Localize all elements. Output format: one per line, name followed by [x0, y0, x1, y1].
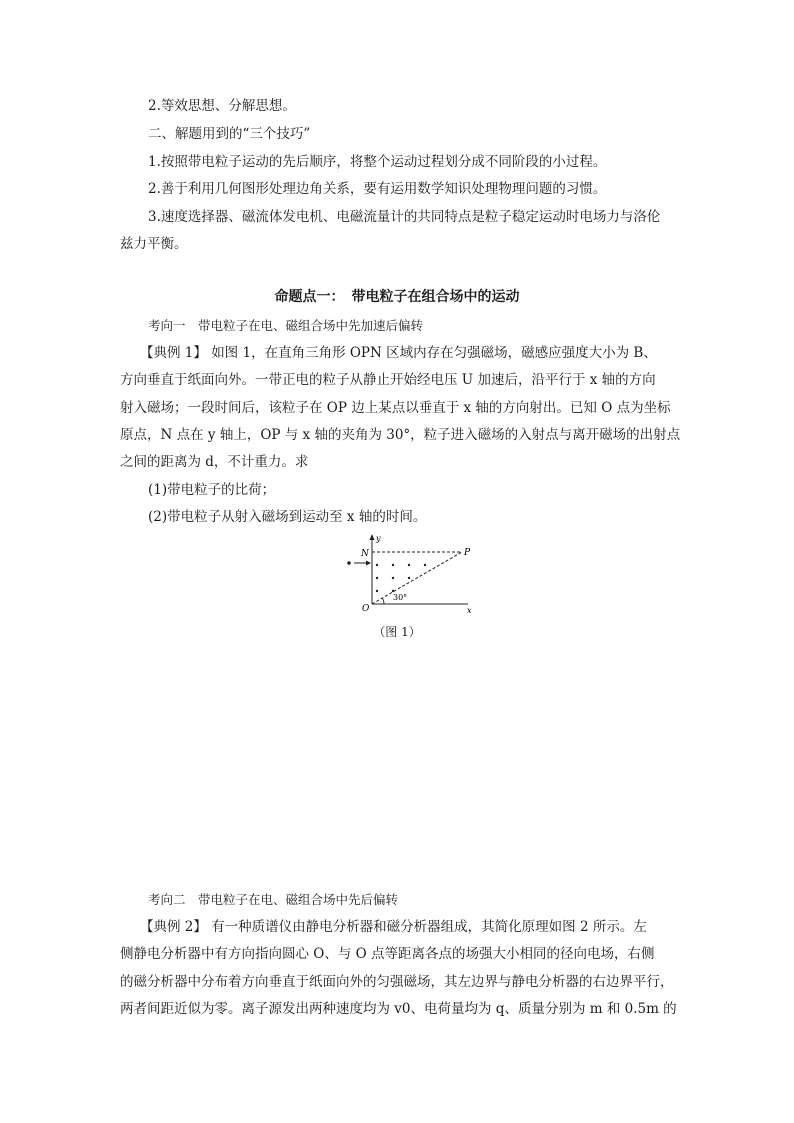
point-O-label: O [362, 604, 370, 614]
arrow-head [366, 561, 371, 566]
example-1-line2: 方向垂直于纸面向外。一带正电的粒子从静止开始经电压 U 加速后，沿平行于 x 轴的方向 [120, 372, 656, 388]
example-1-line4: 原点，N 点在 y 轴上，OP 与 x 轴的夹角为 30°，粒子进入磁场的入射点与离开磁场的出射点 [120, 427, 681, 443]
example-1-line5: 之间的距离为 d，不计重力。求 [120, 454, 309, 470]
y-axis-arrow [370, 534, 375, 540]
y-axis-label: y [376, 534, 381, 543]
question-1: (1)带电粒子的比荷； [148, 482, 276, 498]
example-2-line2: 侧静电分析器中有方向指向圆心 O、与 O 点等距离各点的场强大小相同的径向电场，右侧 [120, 946, 655, 962]
example-2-line3: 的磁分析器中分布着方向垂直于纸面向外的匀强磁场，其左边界与静电分析器的右边界平行， [120, 974, 674, 990]
tip-3-line1: 3.速度选择器、磁流体发电机、电磁流量计的共同特点是粒子稳定运动时电场力与洛伦 [148, 209, 661, 225]
example-2-label: 【典例 2】 [140, 919, 207, 935]
figure-1-diagram [340, 532, 480, 614]
point-N-label: N [361, 549, 369, 559]
tip-3-line2: 兹力平衡。 [120, 236, 188, 252]
particle [347, 561, 351, 565]
direction-1-title: 考向一 带电粒子在电、磁组合场中先加速后偏转 [148, 318, 424, 333]
example-1-label: 【典例 1】 [140, 345, 207, 361]
figure-1-caption: （图 1） [373, 625, 421, 639]
x-axis-label: x [467, 606, 472, 614]
example-1-text1: 如图 1，在直角三角形 OPN 区域内存在匀强磁场，磁感应强度大小为 B、 [211, 345, 657, 361]
example-2-line4: 两者间距近似为零。离子源发出两种速度均为 v0、电荷量均为 q、质量分别为 m 和 0.5m 的 [120, 1001, 677, 1017]
direction-2-title: 考向二 带电粒子在电、磁组合场中先后偏转 [148, 892, 399, 907]
example-2-line1 [140, 917, 647, 937]
section-two-title: 二、解题用到的“三个技巧” [148, 126, 311, 142]
example-1-line3: 射入磁场；一段时间后，该粒子在 OP 边上某点以垂直于 x 轴的方向射出。已知 O 点为坐标 [120, 400, 671, 416]
example-2-text1: 有一种质谱仪由静电分析器和磁分析器组成，其简化原理如图 2 所示。左 [211, 919, 647, 935]
section-heading: 命题点一： 带电粒子在组合场中的运动 [274, 289, 520, 305]
magnetic-field-dots [376, 564, 426, 592]
angle-arc [382, 598, 384, 604]
tip-1: 1.按照带电粒子运动的先后顺序，将整个运动过程划分成不同阶段的小过程。 [148, 154, 607, 170]
angle-label: 30° [393, 593, 408, 602]
point-P-label: P [464, 548, 471, 558]
question-2: (2)带电粒子从射入磁场到运动至 x 轴的时间。 [148, 509, 427, 525]
tip-2: 2.善于利用几何图形处理边角关系，要有运用数学知识处理物理问题的习惯。 [148, 181, 607, 197]
thought-method-line: 2.等效思想、分解思想。 [148, 98, 296, 114]
segment-OP [372, 552, 462, 604]
example-1-line1 [140, 343, 657, 363]
